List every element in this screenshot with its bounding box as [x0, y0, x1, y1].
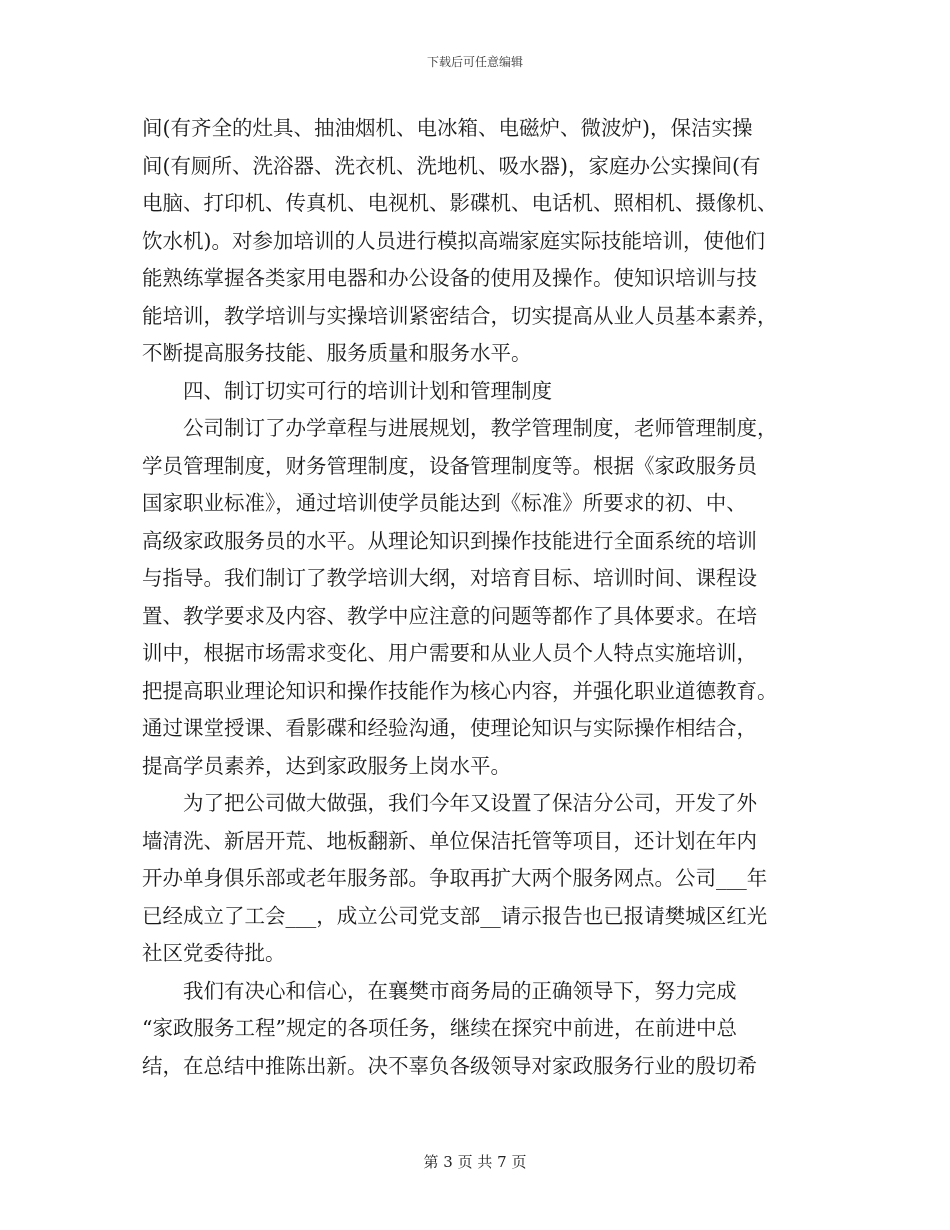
document-body: [142, 110, 810, 1085]
body-line: “家政服务工程”规定的各项任务，继续在探究中前进，在前进中总: [142, 1016, 737, 1040]
body-line: 与指导。我们制订了教学培训大纲，对培育目标、培训时间、课程设: [142, 566, 757, 590]
body-line: 能培训，教学培训与实操培训紧密结合，切实提高从业人员基本素养，: [142, 303, 778, 328]
section-heading: 四、制订切实可行的培训计划和管理制度: [183, 378, 552, 403]
body-line: 置、教学要求及内容、教学中应注意的问题等都作了具体要求。在培: [142, 603, 757, 628]
body-line: 社区党委待批。: [142, 941, 286, 965]
page-footer: 第 3 页 共 7 页: [423, 1153, 527, 1171]
body-line: 为了把公司做大做强，我们今年又设置了保洁分公司，开发了外: [183, 791, 757, 815]
body-line: 把提高职业理论知识和操作技能作为核心内容，并强化职业道德教育。: [142, 678, 778, 703]
body-line: 间(有厕所、洗浴器、洗衣机、洗地机、吸水器)，家庭办公实操间(有: [142, 153, 761, 178]
page-header: 下载后可任意编辑: [426, 55, 523, 69]
body-line: 已经成立了工会___，成立公司党支部__请示报告也已报请樊城区红光: [142, 903, 768, 928]
body-line: 电脑、打印机、传真机、电视机、影碟机、电话机、照相机、摄像机、: [142, 191, 778, 215]
body-line: 墙清洗、新居开荒、地板翻新、单位保洁托管等项目，还计划在年内: [142, 828, 757, 853]
body-line: 高级家政服务员的水平。从理论知识到操作技能进行全面系统的培训: [142, 528, 757, 553]
body-line: 不断提高服务技能、服务质量和服务水平。: [142, 341, 532, 365]
body-line: 能熟练掌握各类家用电器和办公设备的使用及操作。使知识培训与技: [142, 266, 757, 290]
body-line: 训中，根据市场需求变化、用户需要和从业人员个人特点实施培训，: [142, 641, 757, 665]
body-line: 公司制订了办学章程与进展规划，教学管理制度，老师管理制度，: [183, 416, 778, 440]
body-line: 结，在总结中推陈出新。决不辜负各级领导对家政服务行业的殷切希: [142, 1053, 757, 1078]
body-line: 通过课堂授课、看影碟和经验沟通，使理论知识与实际操作相结合，: [142, 716, 757, 740]
body-line: 间(有齐全的灶具、抽油烟机、电冰箱、电磁炉、微波炉)，保洁实操: [142, 116, 753, 140]
body-line: 饮水机)。对参加培训的人员进行模拟高端家庭实际技能培训，使他们: [142, 228, 765, 253]
body-line: 国家职业标准》，通过培训使学员能达到《标准》所要求的初、中、: [142, 491, 747, 515]
body-line: 开办单身俱乐部或老年服务部。争取再扩大两个服务网点。公司___年: [142, 866, 768, 890]
body-line: 我们有决心和信心，在襄樊市商务局的正确领导下，努力完成: [183, 978, 737, 1003]
body-line: 学员管理制度，财务管理制度，设备管理制度等。根据《家政服务员: [142, 453, 757, 478]
body-line: 提高学员素养，达到家政服务上岗水平。: [142, 753, 511, 778]
